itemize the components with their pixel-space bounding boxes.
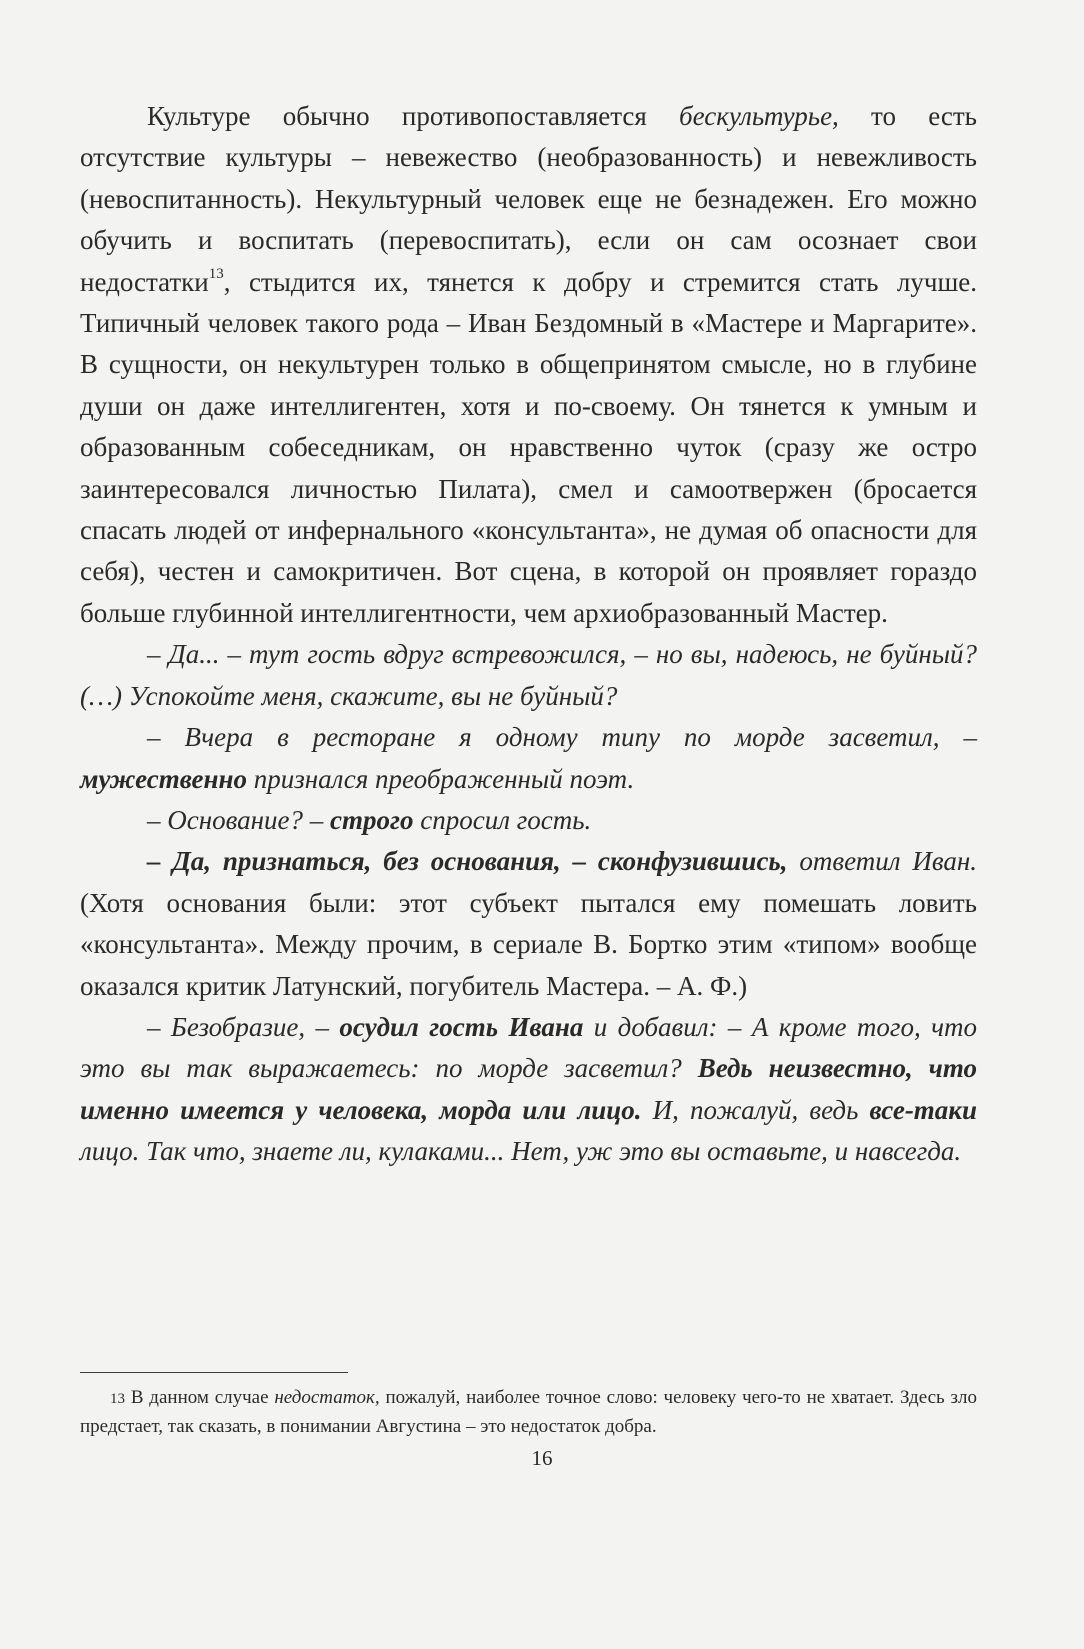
bold-emphasis: все-таки	[869, 1094, 978, 1125]
paragraph	[80, 96, 977, 634]
footnote-number: 13	[110, 1391, 125, 1407]
quote-text: – Да... – тут гость вдруг встревожился, – но вы, надеюсь, не буйный? (…) Успокойте меня, скажите, вы не буйный?	[80, 639, 977, 711]
bold-emphasis: строго	[330, 804, 414, 835]
footnote	[80, 1384, 977, 1441]
quote-text: И, пожалуй, ведь	[641, 1094, 870, 1125]
bold-emphasis: – Да, признаться, без основания, – сконфузившись,	[147, 846, 788, 877]
footnote-italic-term: недостаток,	[274, 1387, 380, 1408]
footnote-reference[interactable]: 13	[208, 265, 224, 282]
page-number: 16	[531, 1446, 553, 1470]
text-run: , стыдится их, тянется к добру и стремится стать лучше. Типичный человек такого рода – Иван Бездомный в «Мастере и Маргарите». В сущности, он некультурен только в общепринятом смысле, но в глубине души он даже интеллигентен, хотя и по-своему. Он тянется к умным и образованным собеседникам, он нравственно чуток (сразу же остро заинтересовался личностью Пилата), смел и самоотвержен (бросается спасать людей от инфернального «консультанта», не думая об опасности для себя), честен и самокритичен. Вот сцена, в которой он проявляет гораздо больше глубинной интеллигентности, чем архиобразованный Мастер.	[80, 266, 977, 628]
main-text	[80, 96, 977, 1173]
quote-text: – Безобразие, –	[147, 1011, 340, 1042]
italic-term: бескультурье,	[679, 101, 839, 131]
author-comment: (Хотя основания были: этот субъект пытался ему помешать ловить «консультанта». Между прочим, в сериале В. Бортко этим «типом» вообще оказался критик Латунский, погубитель Мастера. – А. Ф.)	[80, 887, 977, 1001]
bold-emphasis: мужественно	[80, 763, 247, 794]
quote-text: признался преображенный поэт.	[246, 763, 635, 794]
footnote-text: пожалуй, наиболее точное слово: человеку чего-то не хватает. Здесь зло предстает, так сказать, в понимании Августина – это недостаток добра.	[80, 1387, 978, 1437]
quote-text: ответил Иван.	[787, 846, 978, 877]
quote-text: спросил гость.	[413, 804, 592, 835]
footnote-separator	[80, 1372, 348, 1373]
quote-text: и добавил: – А кроме того, что это вы так выражаетесь: по морде засветил?	[80, 1011, 977, 1084]
quote-text: – Основание? –	[147, 804, 331, 835]
text-run: Культуре обычно противопоставляется	[147, 101, 680, 131]
dialog-line	[80, 1007, 977, 1173]
bold-emphasis: Ведь неизвестно, что именно имеется у человека, морда или лицо.	[80, 1053, 977, 1125]
dialog-line	[80, 841, 977, 1007]
dialog-line	[80, 717, 977, 800]
footnote-text: В данном случае	[125, 1387, 275, 1408]
dialog-line	[80, 634, 977, 717]
quote-text: лицо. Так что, знаете ли, кулаками... Нет, уж это вы оставьте, и навсегда.	[80, 1136, 962, 1167]
quote-text: – Вчера в ресторане я одному типу по морде засветил, –	[147, 722, 977, 753]
bold-emphasis: осудил гость Ивана	[339, 1011, 584, 1042]
text-run: то есть отсутствие культуры – невежество (необразованность) и невежливость (невоспитанность). Некультурный человек еще не безнадежен. Его можно обучить и воспитать (перевоспитать), если он сам осознает свои недостатки	[80, 101, 977, 297]
dialog-line	[80, 800, 977, 841]
